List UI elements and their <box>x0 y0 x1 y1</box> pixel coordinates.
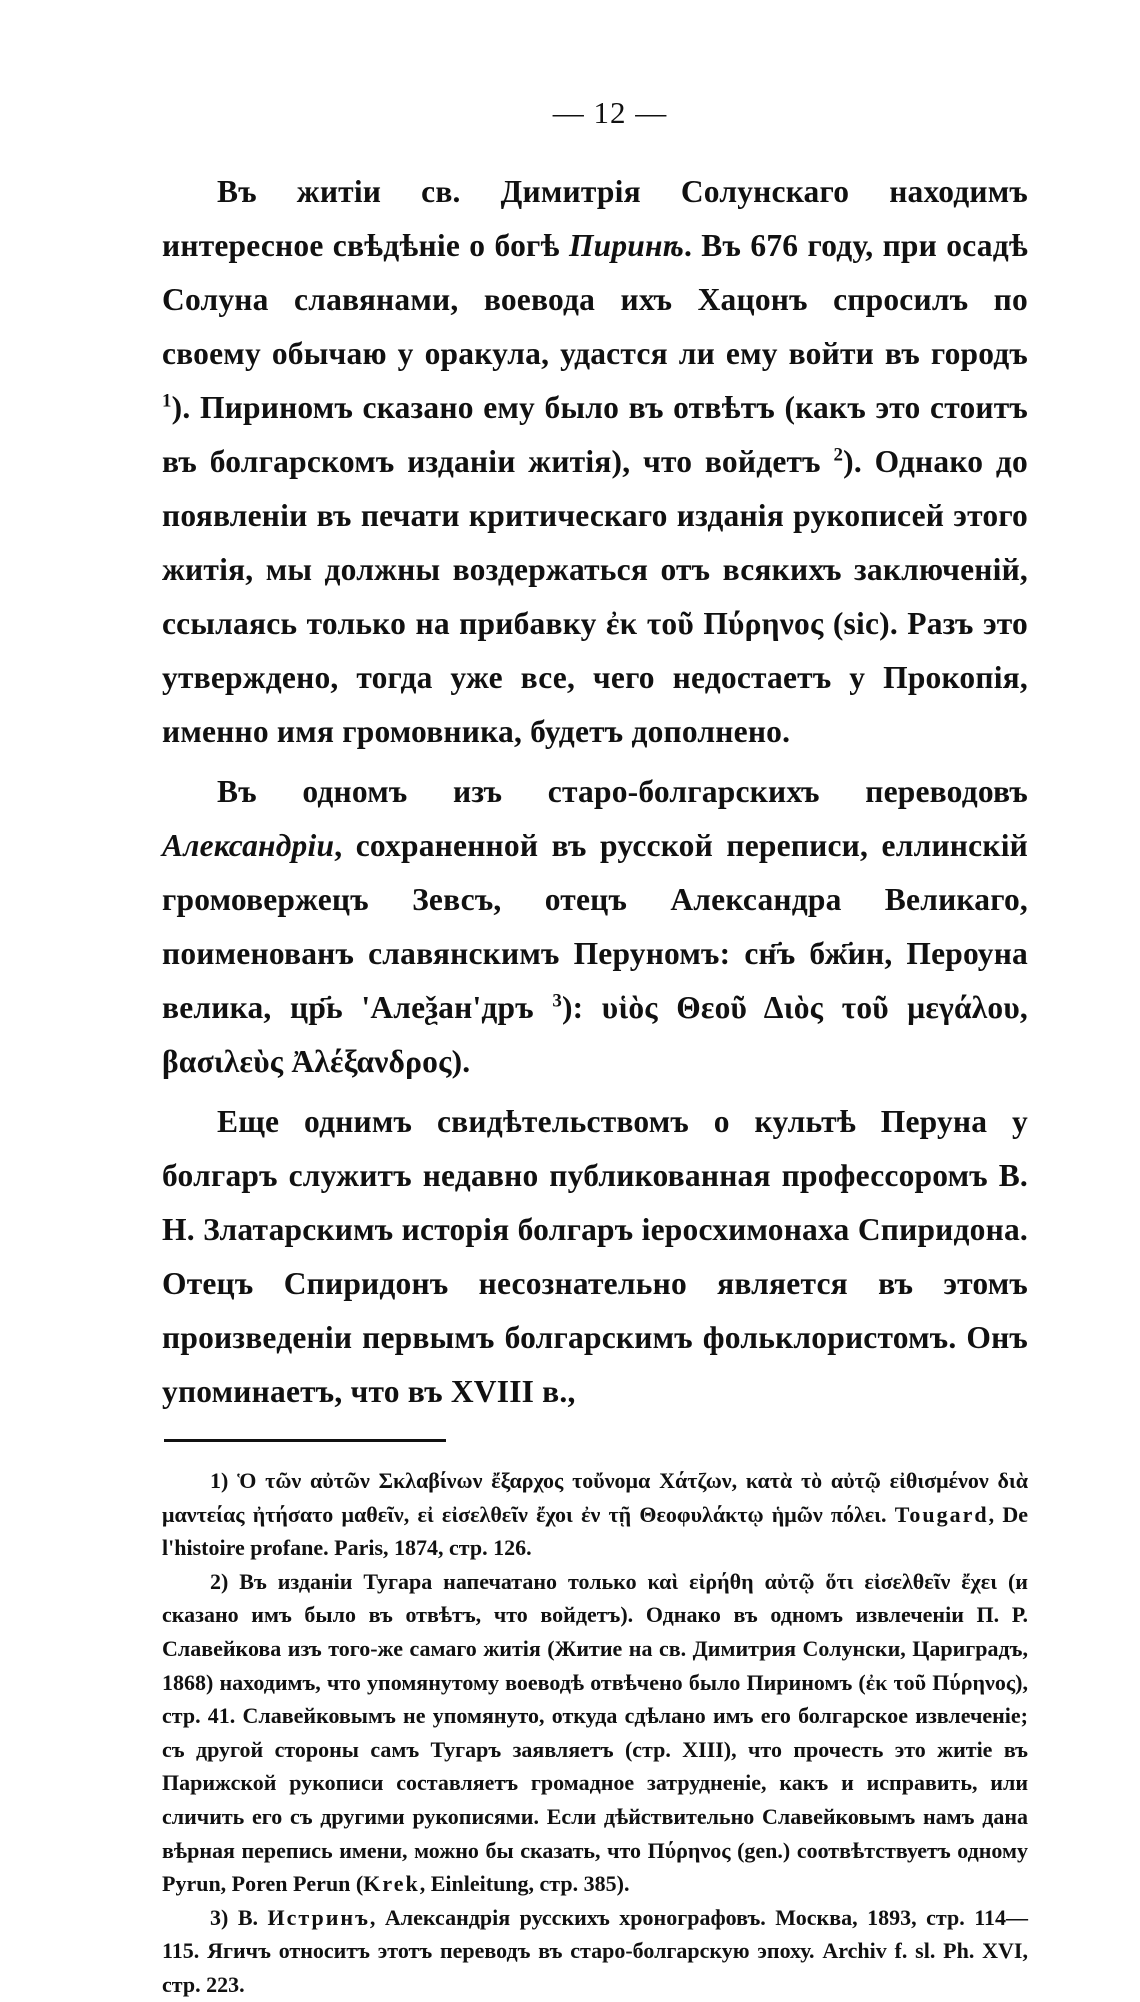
paragraph-2-text-c: ): υἱὸς Θεοῦ Διὸς τοῦ μεγάλου, βασιλεὺς Ἀλέξανδρος). <box>162 990 1028 1079</box>
paragraph-2-text-b: , сохраненной въ русской переписи, еллинскій громовержецъ Зевсъ, отецъ Александра Великаго, поименованъ славянскимъ Перуномъ: сн҃ъ бж҃ин, Пероуна велика, цр҃ь 'Алеѯан'дръ <box>162 828 1028 1025</box>
paragraph-1-text-b: . Въ 676 году, при осадѣ Солуна славянами, воевода ихъ Хацонъ спросилъ по своему обычаю у оракула, удастся ли ему войти въ городъ <box>162 228 1028 371</box>
deity-name-pirin: Пиринѣ <box>568 228 684 263</box>
paragraph-1-text-c: ). Пириномъ сказано ему было въ отвѣтъ (какъ это стоитъ въ болгарскомъ изданіи житія), что войдетъ <box>162 390 1028 479</box>
footnote-3 <box>162 1901 1028 2002</box>
footnote-2-text-c: , Einleitung, стр. 385). <box>419 1871 630 1897</box>
paragraph-2-text-a: Въ одномъ изъ старо-болгарскихъ переводовъ <box>217 774 1028 809</box>
footnote-ref-3: 3 <box>552 990 562 1012</box>
paragraph-1-text-a: Въ житіи св. Димитрія Солунскаго находимъ интересное свѣдѣніе о богѣ <box>162 174 1028 263</box>
footnote-ref-2: 2 <box>833 444 844 466</box>
footnote-3-text-a: 3) В. <box>210 1904 268 1930</box>
footnote-2 <box>162 1565 1028 1901</box>
footnote-2-text-a: 2) Въ изданіи Тугара напечатано только καὶ εἰρήθη αὐτῷ ὅτι εἰσελθεῖν ἔχει (и сказано имъ было въ отвѣтъ, что войдетъ). Однако въ одномъ извлеченіи П. Р. Славейкова изъ того-же самаго житія (Житие на св. Димитрия Солунски, Цариградъ, 1868) находимъ, что упомянутому воеводѣ отвѣчено было Пириномъ (ἐκ τοῦ Πύρηνος), стр. 41. Славейковымъ не упомянуто, откуда сдѣлано имъ его болгарское извлеченіе; съ другой стороны самъ Тугаръ заявляетъ (стр. XIII), что прочесть это житіе въ Парижской рукописи составляетъ громадное затрудненіе, какъ и исправить, или сличить его съ другими рукописями. Если дѣйствительно Славейковымъ намъ дана вѣрная перепись имени, можно бы сказать, что Πύρηνος (gen.) соотвѣтствуетъ одному Pyrun, Poren Perun ( <box>162 1568 1028 1897</box>
footnote-2-author: Krek <box>363 1871 420 1897</box>
paragraph-1-text-d: ). Однако до появленіи въ печати критическаго изданія рукописей этого житія, мы должны воздержаться отъ всякихъ заключеній, ссылаясь только на прибавку ἐκ τοῦ Πύρηνος (sic). Разъ это утверждено, тогда уже все, чего недостаетъ у Прокопія, именно имя громовника, будетъ дополнено. <box>162 444 1028 749</box>
footnote-1-text-c: , De l'histoire profane. Paris, 1874, стр. 126. <box>162 1501 1028 1561</box>
paragraph-2 <box>162 765 1028 1089</box>
work-title-alexandria: Александріи <box>162 828 335 863</box>
footnote-3-text-c: , Александрія русскихъ хронографовъ. Москва, 1893, стр. 114—115. Ягичъ относитъ этотъ переводъ въ старо-болгарскую эпоху. Archiv f. sl. Ph. XVI, стр. 223. <box>162 1904 1028 1997</box>
page-number: — 12 — <box>552 95 668 130</box>
paragraph-3: Еще однимъ свидѣтельствомъ о культѣ Перуна у болгаръ служитъ недавно публикованная профессоромъ В. Н. Златарскимъ исторія болгаръ іеросхимонаха Спиридона. Отецъ Спиридонъ несознательно является въ этомъ произведеніи первымъ болгарскимъ фольклористомъ. Онъ упоминаетъ, что въ XVIII в., <box>162 1104 1028 1409</box>
footnote-3-author: Истринъ <box>267 1904 370 1930</box>
footnote-1-author: Tougard <box>894 1501 989 1527</box>
footnotes <box>162 1464 1028 2002</box>
footnote-1-text-a: 1) Ὁ τῶν αὐτῶν Σκλαβίνων ἔξαρχος τοὔνομα Χάτζων, κατὰ τὸ αὐτῷ εἰθισμένον διὰ μαντείας ἠτήσατο μαθεῖν, εἰ εἰσελθεῖν ἔχοι ἐν τῇ Θεοφυλάκτῳ ἡμῶν πόλει. <box>162 1468 1028 1527</box>
body-text <box>162 165 1028 1419</box>
footnote-ref-1: 1 <box>162 390 172 412</box>
footnote-1 <box>162 1464 1028 1565</box>
paragraph-1 <box>162 165 1028 759</box>
footnote-divider <box>164 1439 446 1442</box>
